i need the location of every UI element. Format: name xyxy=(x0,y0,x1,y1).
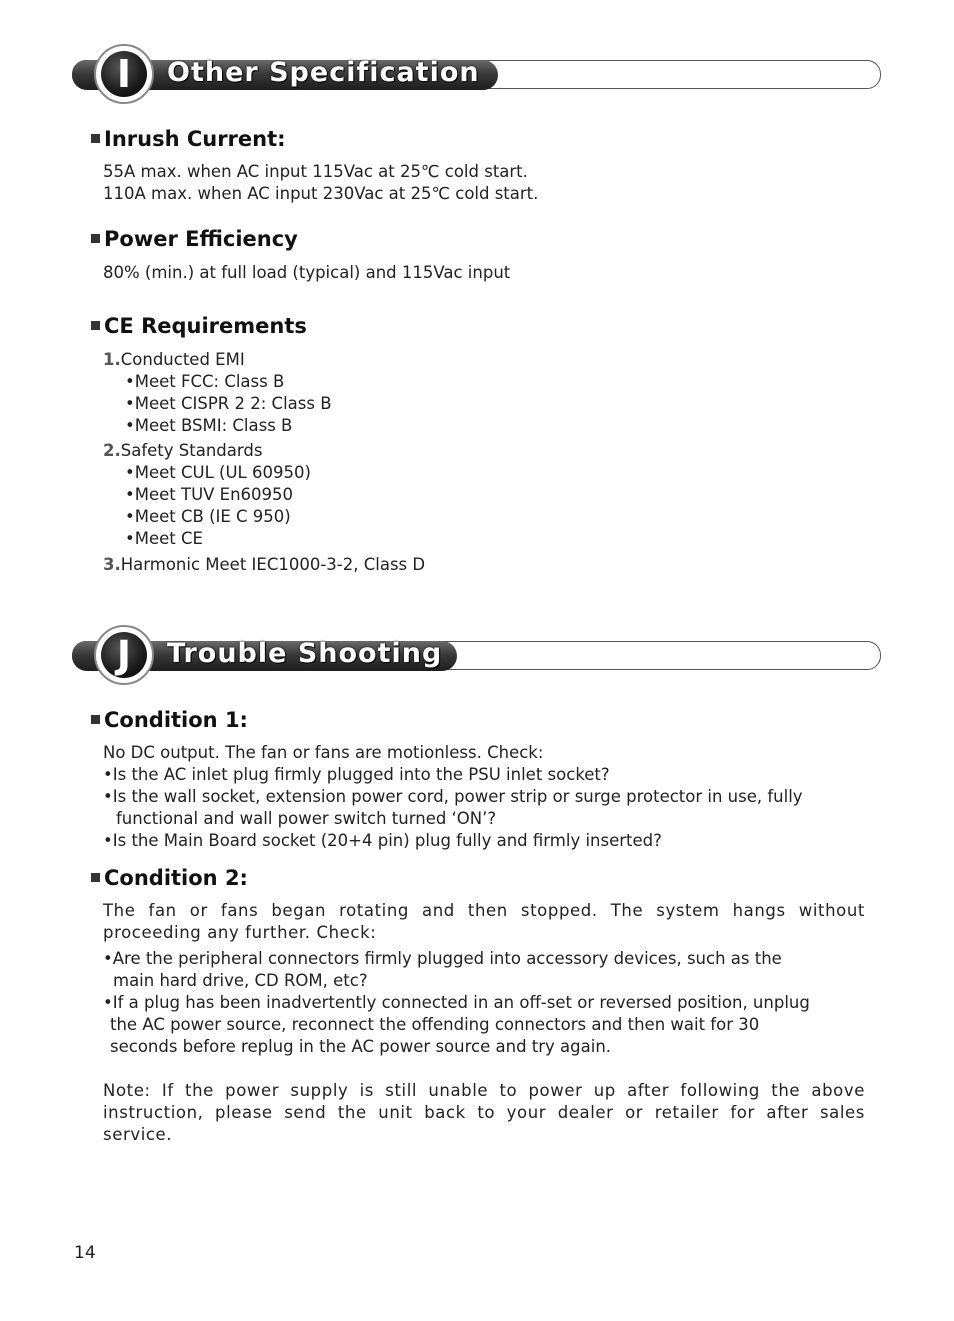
condition-2-bullet-cont: seconds before replug in the AC power source and try again. xyxy=(110,1037,612,1056)
section-title: Trouble Shooting xyxy=(167,638,443,669)
square-bullet-icon xyxy=(91,134,100,143)
condition-1-intro: No DC output. The fan or fans are motionless. Check: xyxy=(103,743,544,762)
ce-item-1-bullet: •Meet FCC: Class B xyxy=(125,372,285,391)
condition-2-bullet: •If a plug has been inadvertently connected in an off-set or reversed position, unplug xyxy=(103,993,810,1012)
heading-power-efficiency: Power Efficiency xyxy=(91,227,298,251)
page-number: 14 xyxy=(74,1243,96,1263)
condition-2-intro: The fan or fans began rotating and then stopped. The system hangs without proceeding any further. Check: xyxy=(103,901,865,942)
section-letter: J xyxy=(101,632,147,678)
square-bullet-icon xyxy=(91,715,100,724)
ce-item-2: 2.Safety Standards xyxy=(103,441,263,460)
condition-1-bullet: •Is the Main Board socket (20+4 pin) plug fully and firmly inserted? xyxy=(103,831,662,850)
condition-1-bullet: •Is the wall socket, extension power cord, power strip or surge protector in use, fully xyxy=(103,787,803,806)
heading-inrush-current: Inrush Current: xyxy=(91,127,286,151)
condition-1-bullet: •Is the AC inlet plug firmly plugged into the PSU inlet socket? xyxy=(103,765,610,784)
condition-1-bullet-cont: functional and wall power switch turned ‘ON’? xyxy=(116,809,497,828)
square-bullet-icon xyxy=(91,873,100,882)
efficiency-line: 80% (min.) at full load (typical) and 115Vac input xyxy=(103,263,511,282)
section-banner-trouble-shooting xyxy=(72,625,881,695)
ce-item-2-bullet: •Meet CE xyxy=(125,529,203,548)
ce-item-3: 3.Harmonic Meet IEC1000-3-2, Class D xyxy=(103,555,426,574)
condition-2-bullet-cont: main hard drive, CD ROM, etc? xyxy=(113,971,368,990)
square-bullet-icon xyxy=(91,321,100,330)
ce-item-2-bullet: •Meet CB (IE C 950) xyxy=(125,507,291,526)
ce-item-2-bullet: •Meet TUV En60950 xyxy=(125,485,294,504)
condition-2-bullet-cont: the AC power source, reconnect the offending connectors and then wait for 30 xyxy=(110,1015,760,1034)
ce-item-2-bullet: •Meet CUL (UL 60950) xyxy=(125,463,311,482)
heading-ce-requirements: CE Requirements xyxy=(91,314,307,338)
section-letter: I xyxy=(101,51,147,97)
heading-condition-2: Condition 2: xyxy=(91,866,248,890)
heading-condition-1: Condition 1: xyxy=(91,708,248,732)
inrush-line-2: 110A max. when AC input 230Vac at 25℃ cold start. xyxy=(103,184,539,203)
square-bullet-icon xyxy=(91,234,100,243)
section-title: Other Specification xyxy=(167,57,480,88)
ce-item-1-bullet: •Meet BSMI: Class B xyxy=(125,416,293,435)
ce-item-1-bullet: •Meet CISPR 2 2: Class B xyxy=(125,394,332,413)
ce-item-1: 1.Conducted EMI xyxy=(103,350,245,369)
section-banner-other-specification xyxy=(72,44,881,114)
section-letter-badge xyxy=(94,44,154,104)
condition-2-note: Note: If the power supply is still unable to power up after following the above instruction, please send the unit back to your dealer or retailer for after sales service. xyxy=(103,1081,865,1144)
section-letter-badge xyxy=(94,625,154,685)
condition-2-bullet: •Are the peripheral connectors firmly plugged into accessory devices, such as the xyxy=(103,949,782,968)
inrush-line-1: 55A max. when AC input 115Vac at 25℃ cold start. xyxy=(103,162,528,181)
